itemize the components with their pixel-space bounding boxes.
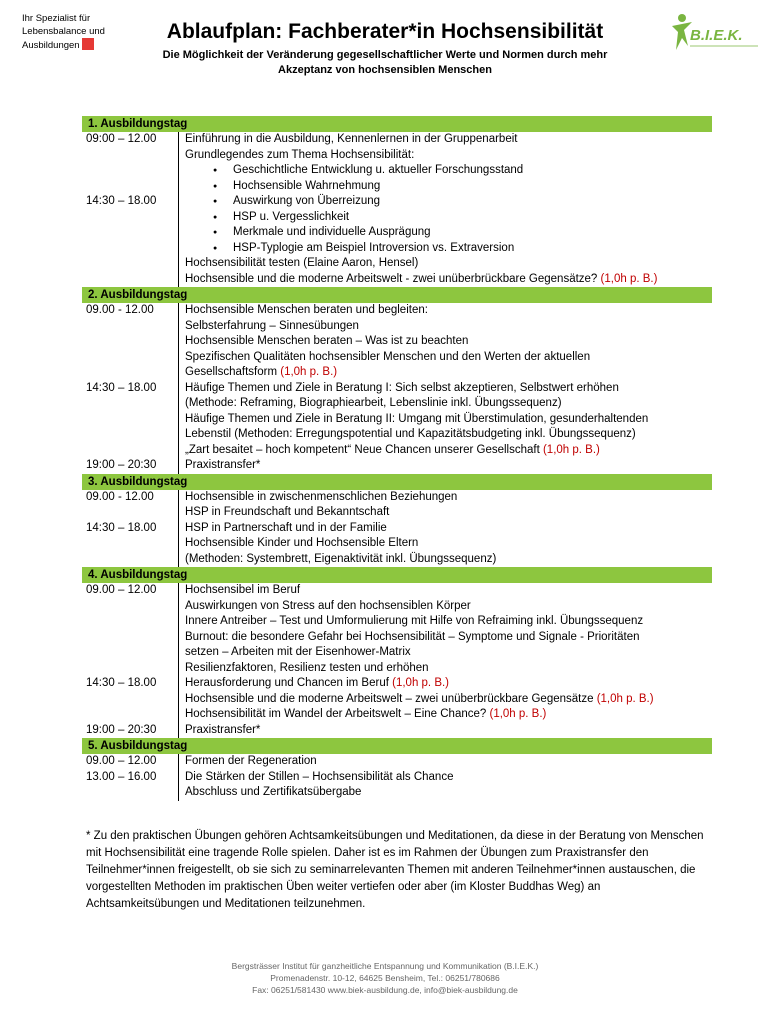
topics-column [179, 303, 712, 474]
topic-line [185, 521, 712, 537]
page-subtitle: Die Möglichkeit der Veränderung gegesellschaftlicher Werte und Normen durch mehr Akzeptanz von hochsensiblen Menschen [162, 49, 608, 76]
topics-column [179, 754, 712, 801]
topic-text: HSP in Freundschaft und Bekanntschaft [185, 506, 390, 518]
day-header: 1. Ausbildungstag [82, 116, 712, 132]
topic-text: setzen – Arbeiten mit der Eisenhower-Matrix [185, 646, 411, 658]
topics-column [179, 490, 712, 568]
topic-text: Hochsensible Menschen beraten und begleiten: [185, 304, 428, 316]
topic-line [185, 661, 712, 677]
day-header: 2. Ausbildungstag [82, 287, 712, 303]
duration-note: (1,0h p. B.) [392, 677, 450, 689]
topic-text: Gesellschaftsform [185, 366, 281, 378]
topic-text: Innere Antreiber – Test und Umformulierung mit Hilfe von Refraiming inkl. Übungssequenz [185, 615, 644, 627]
day-body [82, 132, 712, 287]
time-slot: 14:30 – 18.00 [86, 677, 157, 689]
topic-text: „Zart besaitet – hoch kompetent“ Neue Chancen unserer Gesellschaft [185, 443, 543, 456]
tagline-line: Ihr Spezialist für [22, 13, 91, 24]
day-header: 4. Ausbildungstag [82, 567, 712, 583]
time-slot: 19:00 – 20:30 [86, 459, 157, 471]
topic-text: Auswirkungen von Stress auf den hochsensiblen Körper [185, 599, 471, 612]
topic-line [185, 770, 712, 786]
topic-text: Hochsensible und die moderne Arbeitswelt – zwei unüberbrückbare Gegensätze [185, 692, 597, 705]
duration-note: (1,0h p. B.) [600, 272, 658, 285]
topic-text: HSP in Partnerschaft und in der Familie [185, 521, 387, 534]
topic-line [185, 707, 712, 723]
time-slot: 09:00 – 12.00 [86, 133, 157, 145]
time-column [82, 132, 179, 287]
duration-note: (1,0h p. B.) [280, 366, 338, 378]
topic-line [185, 723, 712, 739]
time-slot: 14:30 – 18.00 [86, 195, 157, 207]
topic-line [185, 630, 712, 646]
topic-line [185, 536, 712, 552]
topics-column [179, 132, 712, 287]
day-body [82, 303, 712, 474]
page-title: Ablaufplan: Fachberater*in Hochsensibilität [166, 20, 604, 43]
topic-text: Hochsensibilität im Wandel der Arbeitswelt – Eine Chance? [185, 708, 490, 720]
topic-line [185, 676, 712, 692]
day-header: 5. Ausbildungstag [82, 738, 712, 754]
time-slot: 14:30 – 18.00 [86, 381, 157, 394]
topic-line [185, 552, 712, 568]
bullet-item [185, 163, 712, 179]
topic-line [185, 583, 712, 599]
topic-text: Praxistransfer* [185, 723, 261, 736]
footer: Bergsträsser Institut für ganzheitliche Entspannung und Kommunikation (B.I.E.K.) Promenadenstr. 10-12, 64625 Bensheim, Tel.: 06251/780686 Fax: 06251/581430 www.biek-ausbildung.de, info@biek-ausbildung.de [231, 961, 539, 995]
topic-text: Einführung in die Ausbildung, Kennenlernen in der Gruppenarbeit [185, 133, 518, 145]
topic-text: Hochsensibilität testen (Elaine Aaron, Hensel) [185, 257, 419, 269]
topic-text: Die Stärken der Stillen – Hochsensibilität als Chance [185, 770, 454, 783]
topic-text: Lebenstil (Methoden: Erregungspotential und Kapazitätsbudgeting inkl. Übungssequenz) [185, 428, 636, 440]
topic-line [185, 412, 712, 428]
topic-line [185, 614, 712, 630]
duration-note: (1,0h p. B.) [596, 692, 654, 705]
topic-text: Hochsensibel im Beruf [185, 584, 301, 596]
topic-line [185, 350, 712, 366]
topic-text: Abschluss und Zertifikatsübergabe [185, 786, 362, 798]
topic-line [185, 599, 712, 615]
topic-line [185, 396, 712, 412]
topic-line [185, 256, 712, 272]
time-slot: 09.00 – 12.00 [86, 755, 157, 767]
time-column [82, 583, 179, 738]
topic-text: Geschichtliche Entwicklung u. aktueller Forschungsstand [233, 164, 524, 176]
topic-text: Auswirkung von Überreizung [233, 195, 381, 207]
institute-tagline [22, 12, 127, 52]
topic-text: Hochsensible Kinder und Hochsensible Eltern [185, 537, 419, 549]
topic-text: Burnout: die besondere Gefahr bei Hochsensibilität – Symptome und Signale - Prioritäten [185, 630, 640, 643]
topic-text: Herausforderung und Chancen im Beruf [185, 677, 393, 689]
topic-text: Grundlegendes zum Thema Hochsensibilität: [185, 148, 415, 161]
topic-line [185, 458, 712, 474]
time-slot: 19:00 – 20:30 [86, 723, 157, 736]
topic-line [185, 132, 712, 148]
topic-text: (Methoden: Systembrett, Eigenaktivität inkl. Übungssequenz) [185, 552, 497, 565]
topic-text: Spezifischen Qualitäten hochsensibler Menschen und den Werten der aktuellen [185, 350, 591, 363]
tagline-line: Ausbildungen [22, 38, 127, 52]
topic-line [185, 381, 712, 397]
schedule-table [82, 116, 712, 801]
duration-note: (1,0h p. B.) [489, 708, 547, 720]
time-slot: 09.00 - 12.00 [86, 304, 154, 316]
topic-text: Hochsensible Menschen beraten – Was ist zu beachten [185, 335, 469, 347]
day-body [82, 754, 712, 801]
topic-text: (Methode: Reframing, Biographiearbeit, Lebenslinie inkl. Übungssequenz) [185, 397, 562, 409]
person-logo-icon [668, 10, 760, 58]
topic-text: Selbsterfahrung – Sinnesübungen [185, 319, 359, 332]
topic-line [185, 427, 712, 443]
topics-column [179, 583, 712, 738]
red-square-icon [82, 38, 94, 50]
biek-logo [668, 10, 760, 58]
bullet-item [185, 179, 712, 195]
logo-text: B.I.E.K. [690, 27, 743, 44]
time-slot: 09.00 - 12.00 [86, 490, 154, 503]
topic-line [185, 785, 712, 801]
time-column [82, 754, 179, 801]
bullet-item [185, 210, 712, 226]
topic-text: HSP u. Vergesslichkeit [233, 210, 350, 223]
topic-text: HSP-Typlogie am Beispiel Introversion vs. Extraversion [233, 241, 515, 254]
topic-text: Hochsensible und die moderne Arbeitswelt - zwei unüberbrückbare Gegensätze? [185, 272, 601, 285]
topic-line [185, 365, 712, 381]
bullet-item [185, 194, 712, 210]
topic-line [185, 505, 712, 521]
topic-line [185, 443, 712, 459]
topic-text: Formen der Regeneration [185, 755, 317, 767]
topic-line [185, 272, 712, 288]
day-header: 3. Ausbildungstag [82, 474, 712, 490]
tagline-line: Lebensbalance und [22, 26, 105, 37]
topic-text: Häufige Themen und Ziele in Beratung I: Sich selbst akzeptieren, Selbstwert erhöhen [185, 381, 619, 394]
time-column [82, 303, 179, 474]
topic-line [185, 303, 712, 319]
bullet-item [185, 241, 712, 257]
topic-line [185, 334, 712, 350]
topic-line [185, 754, 712, 770]
time-column [82, 490, 179, 568]
topic-text: Häufige Themen und Ziele in Beratung II: Umgang mit Überstimulation, gesunderhaltenden [185, 412, 649, 425]
topic-text: Merkmale und individuelle Ausprägung [233, 226, 431, 238]
footnote: * Zu den praktischen Übungen gehören Achtsamkeitsübungen und Meditationen, da diese in der Beratung von Menschen mit Hochsensibilität eine tragende Rolle spielen. Daher ist es im Rahmen der Übungen zum Praxistransfer den Teilnehmer*innen freigestellt, ob sie sich zu seminarrelevanten Themen mit anderen Teilnehmer*innen austauschen, die vorgestellten Methoden im praktischen Üben weiter vertiefen oder aber (im Kloster Buddhas Weg) an Achtsamkeitsübungen und Meditationen teilzunehmen. [86, 830, 704, 910]
duration-note: (1,0h p. B.) [542, 443, 600, 456]
topic-text: Hochsensible Wahrnehmung [233, 179, 381, 192]
time-slot: 14:30 – 18.00 [86, 521, 157, 534]
time-slot: 13.00 – 16.00 [86, 770, 157, 783]
topic-line [185, 490, 712, 506]
topic-text: Resilienzfaktoren, Resilienz testen und erhöhen [185, 661, 429, 674]
day-body [82, 490, 712, 568]
topic-line [185, 319, 712, 335]
topic-text: Praxistransfer* [185, 459, 261, 471]
time-slot: 09.00 – 12.00 [86, 584, 157, 596]
topic-text: Hochsensible in zwischenmenschlichen Beziehungen [185, 490, 458, 503]
topic-line [185, 692, 712, 708]
bullet-item [185, 225, 712, 241]
day-body [82, 583, 712, 738]
topic-line [185, 645, 712, 661]
topic-line [185, 148, 712, 164]
